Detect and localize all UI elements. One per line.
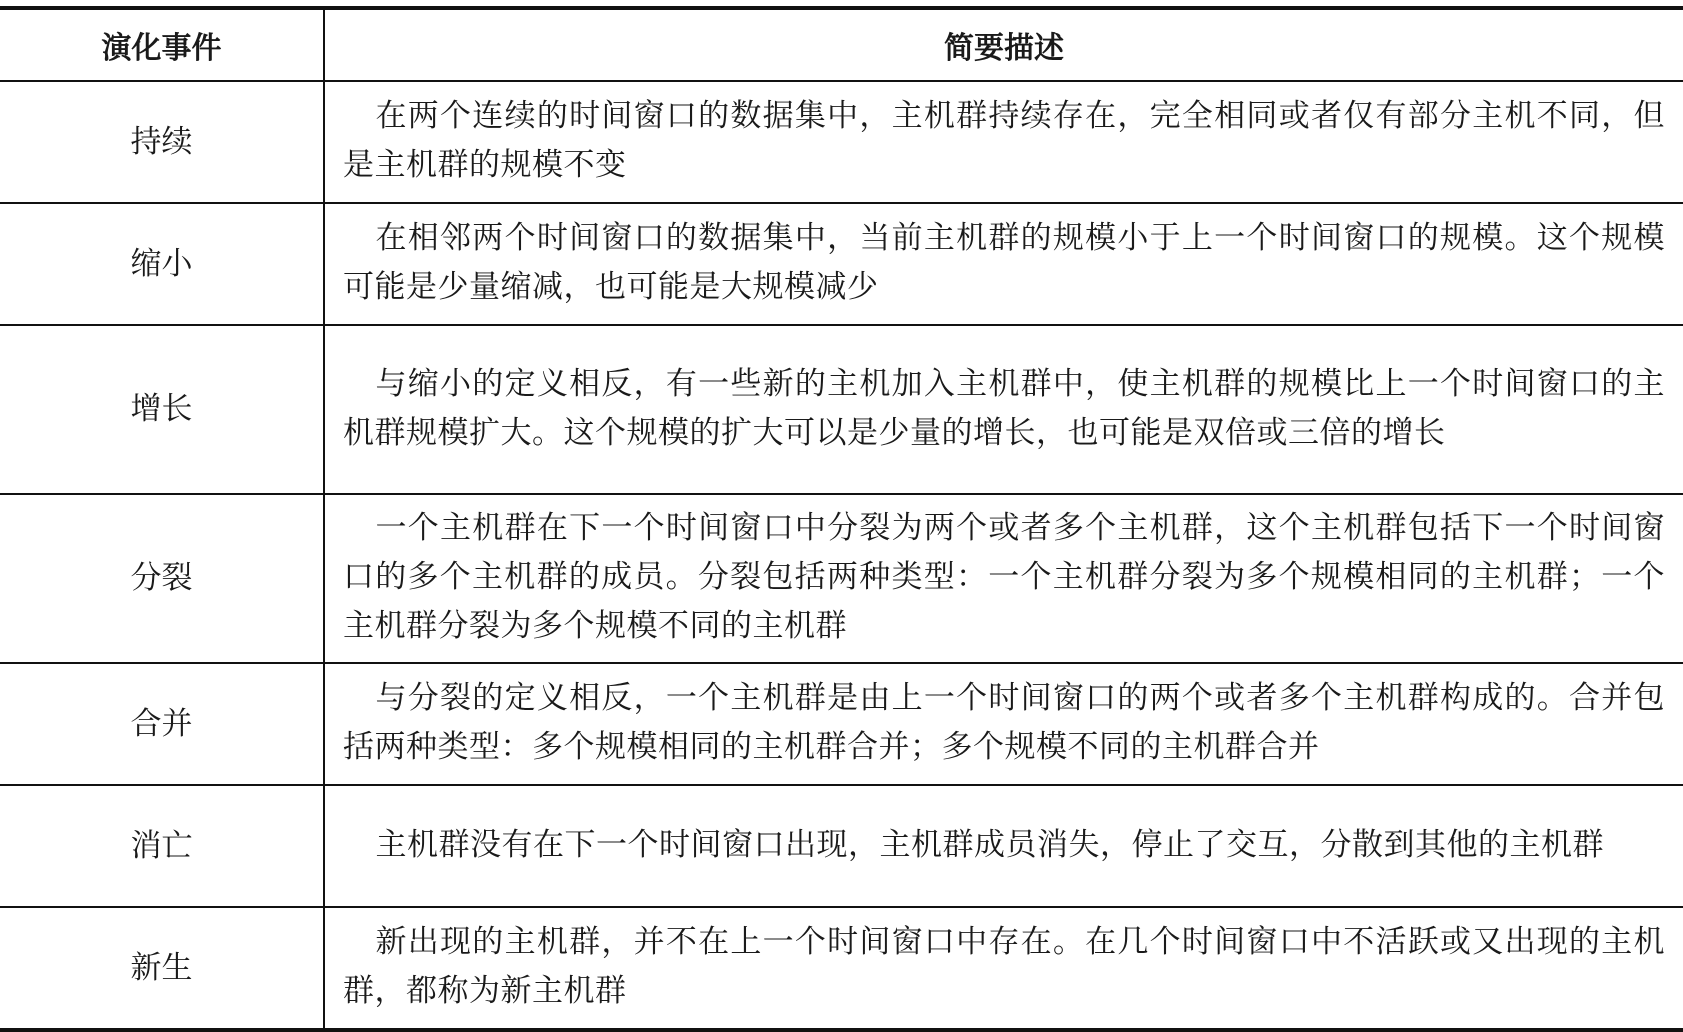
header-description: 简要描述 xyxy=(324,8,1683,81)
description-cell: 在两个连续的时间窗口的数据集中，主机群持续存在，完全相同或者仅有部分主机不同，但是主机群的规模不变 xyxy=(324,81,1683,203)
table-row xyxy=(0,494,1683,663)
description-cell: 一个主机群在下一个时间窗口中分裂为两个或者多个主机群，这个主机群包括下一个时间窗口的多个主机群的成员。分裂包括两种类型：一个主机群分裂为多个规模相同的主机群；一个主机群分裂为多个规模不同的主机群 xyxy=(324,494,1683,663)
description-cell: 在相邻两个时间窗口的数据集中，当前主机群的规模小于上一个时间窗口的规模。这个规模可能是少量缩减，也可能是大规模减少 xyxy=(324,203,1683,325)
event-cell: 缩小 xyxy=(0,203,324,325)
table-row xyxy=(0,785,1683,907)
header-event: 演化事件 xyxy=(0,8,324,81)
event-cell: 分裂 xyxy=(0,494,324,663)
evolution-events-table xyxy=(0,6,1683,1032)
description-cell: 新出现的主机群，并不在上一个时间窗口中存在。在几个时间窗口中不活跃或又出现的主机群，都称为新主机群 xyxy=(324,907,1683,1030)
event-cell: 合并 xyxy=(0,663,324,785)
table-row xyxy=(0,663,1683,785)
event-cell: 新生 xyxy=(0,907,324,1030)
description-cell: 与分裂的定义相反，一个主机群是由上一个时间窗口的两个或者多个主机群构成的。合并包括两种类型：多个规模相同的主机群合并；多个规模不同的主机群合并 xyxy=(324,663,1683,785)
table-row xyxy=(0,81,1683,203)
event-cell: 增长 xyxy=(0,325,324,494)
table-row xyxy=(0,907,1683,1030)
description-cell: 主机群没有在下一个时间窗口出现，主机群成员消失，停止了交互，分散到其他的主机群 xyxy=(324,785,1683,907)
event-cell: 消亡 xyxy=(0,785,324,907)
table-row xyxy=(0,325,1683,494)
description-cell: 与缩小的定义相反，有一些新的主机加入主机群中，使主机群的规模比上一个时间窗口的主机群规模扩大。这个规模的扩大可以是少量的增长，也可能是双倍或三倍的增长 xyxy=(324,325,1683,494)
event-cell: 持续 xyxy=(0,81,324,203)
table-header-row xyxy=(0,8,1683,81)
table-row xyxy=(0,203,1683,325)
